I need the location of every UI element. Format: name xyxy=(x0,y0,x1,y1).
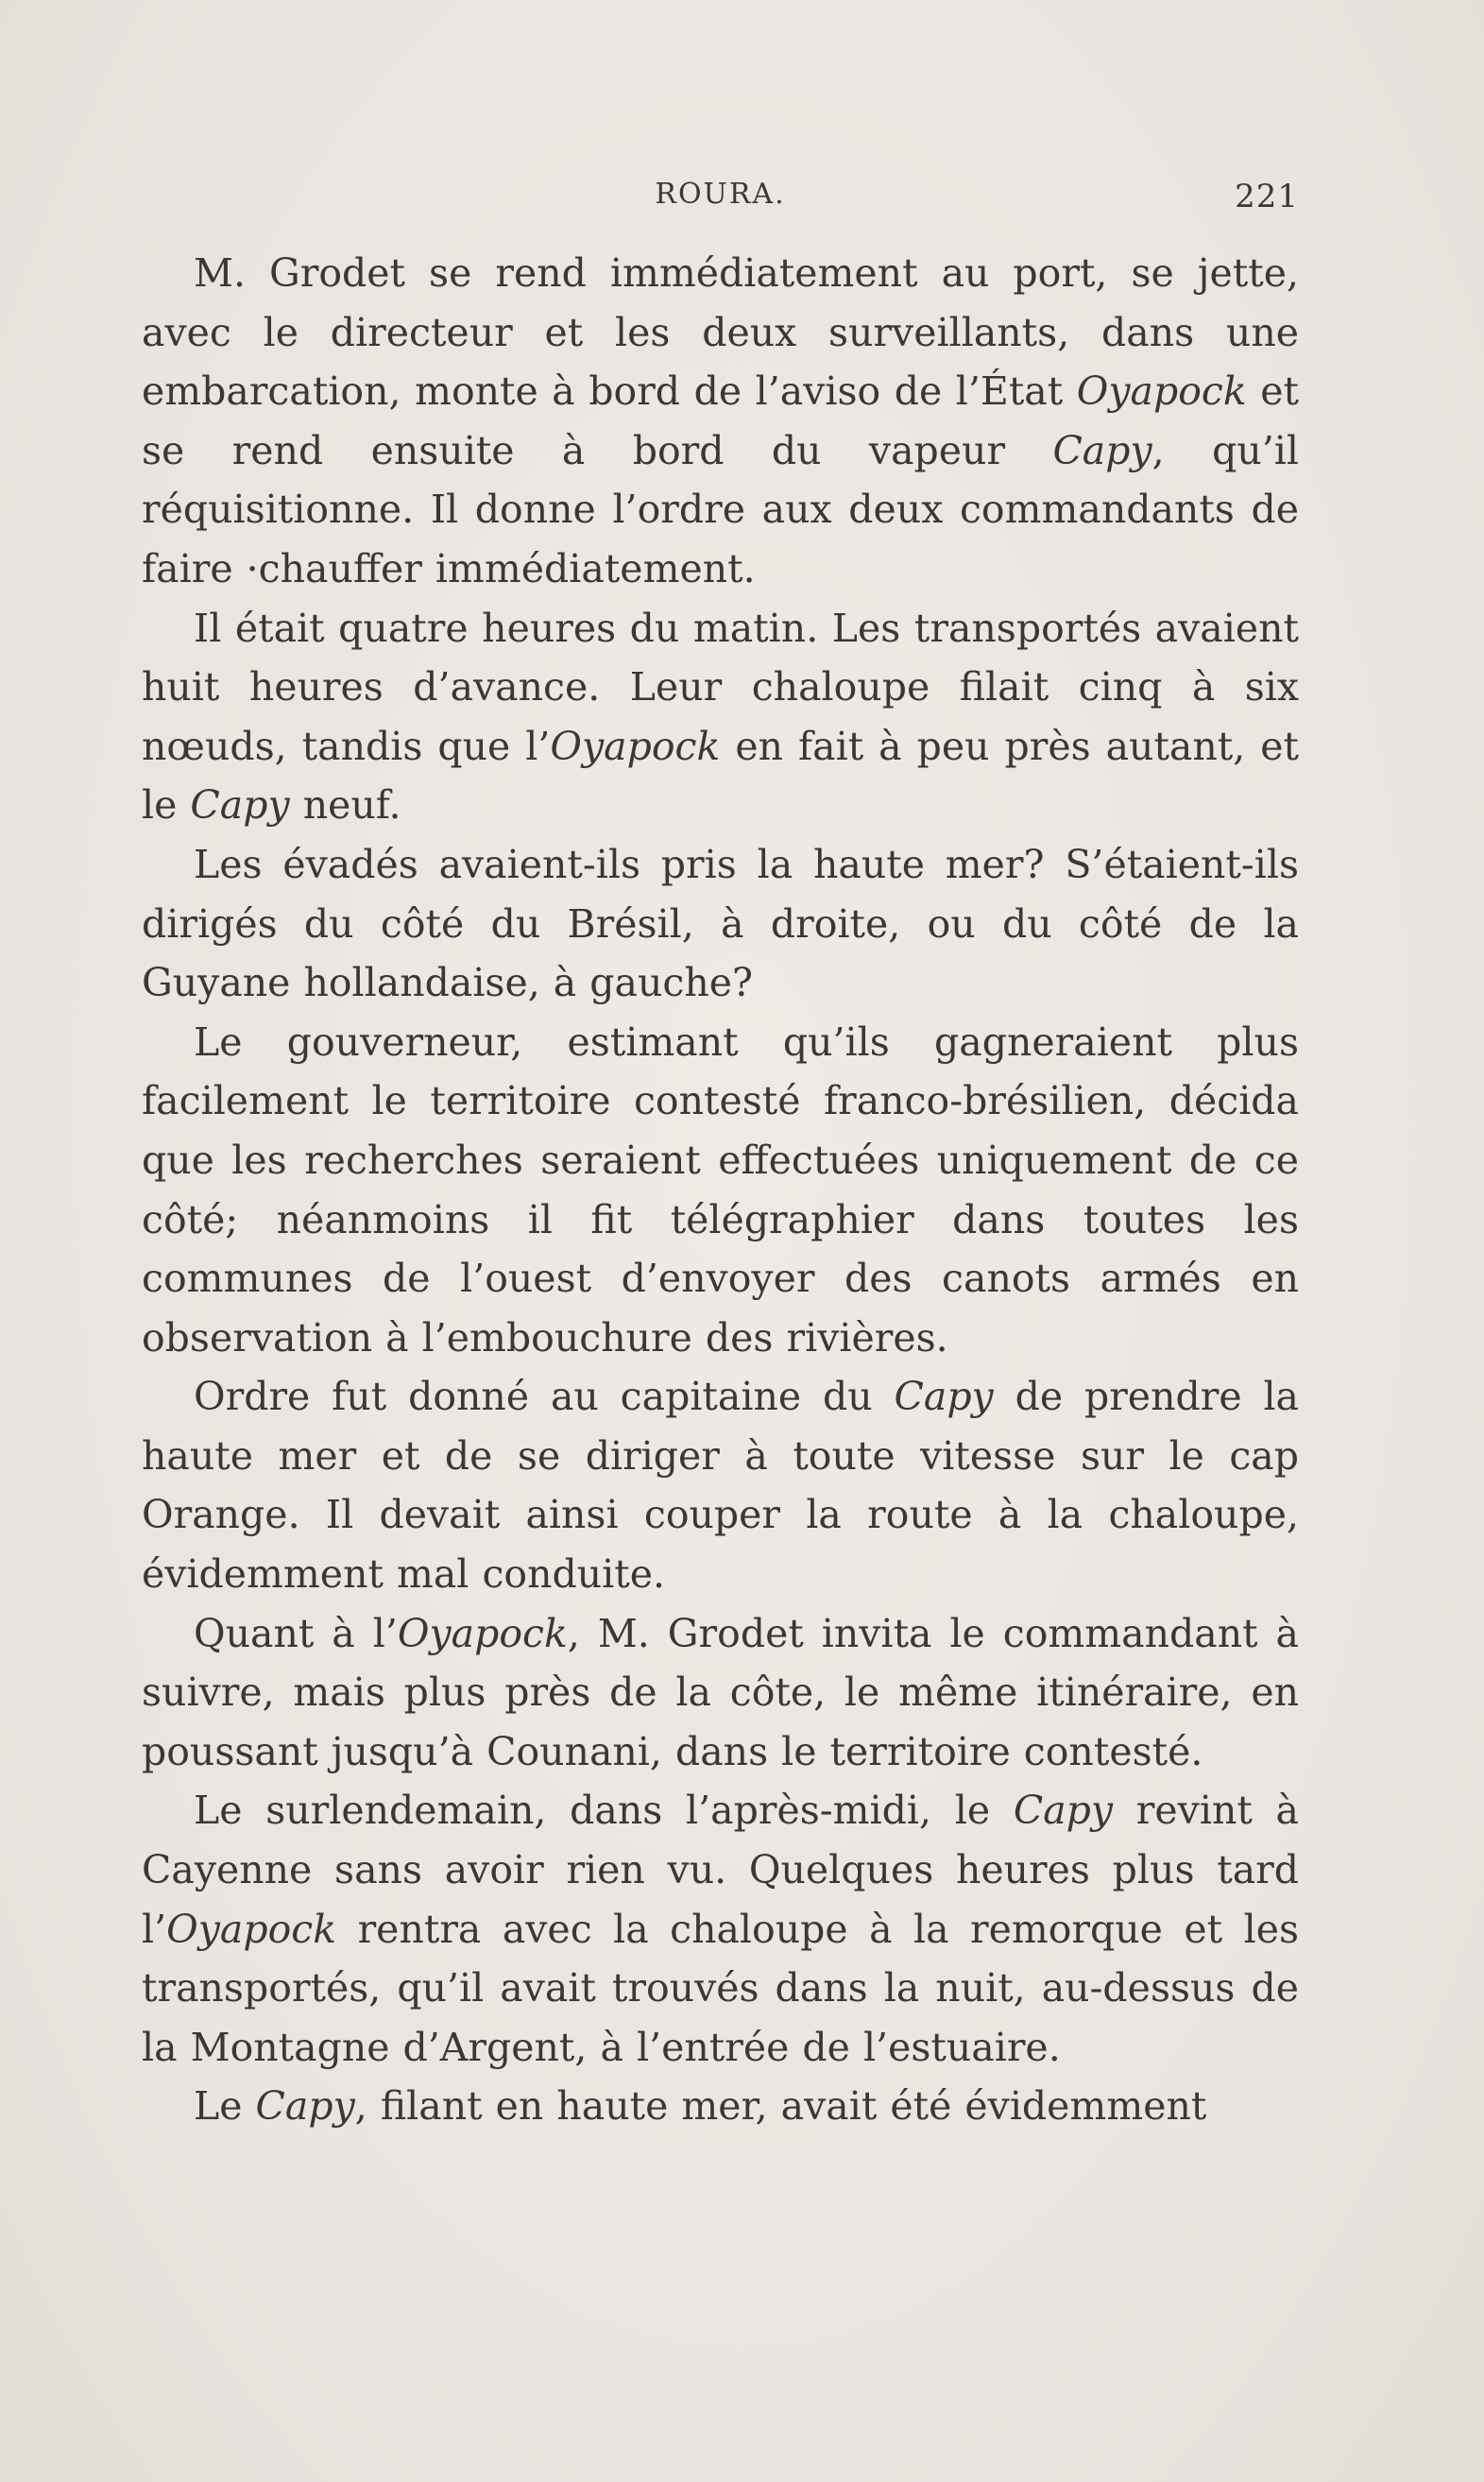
text-run: M. Grodet se rend immédiatement au port, se jette, avec le directeur et les deux surveillants, dans une embarcation, monte à bord de l’aviso de l’État xyxy=(142,250,1299,415)
paragraph xyxy=(142,2077,1299,2136)
text-run: neuf. xyxy=(289,782,401,829)
text-run: Le gouverneur, estimant qu’ils gagneraient plus facilement le territoire contesté franco-brésilien, décida que les recherches seraient effectuées uniquement de ce côté; néanmoins il fit télégraphier dans toutes les communes de l’ouest d’envoyer des canots armés en observation à l’embouchure des rivières. xyxy=(142,1018,1299,1361)
text-run: en fait à peu près autant, et le xyxy=(142,723,1299,829)
italic-ship-name: Capy xyxy=(190,782,290,829)
running-title: ROURA. xyxy=(655,178,786,211)
text-run: Le surlendemain, dans l’après-midi, le xyxy=(194,1788,1014,1834)
text-run: de prendre la haute mer et de se diriger à toute vitesse sur le cap Orange. Il devait ainsi couper la route à la chaloupe, évidemment mal conduite. xyxy=(142,1374,1299,1598)
paragraph xyxy=(142,1367,1299,1603)
text-run: Quant à l’ xyxy=(194,1610,398,1656)
text-run: Le xyxy=(194,2083,256,2130)
paragraph xyxy=(142,835,1299,1013)
text-run: , filant en haute mer, avait été évidemment xyxy=(354,2083,1207,2130)
text-run: Les évadés avaient-ils pris la haute mer? S’étaient-ils dirigés du côté du Brésil, à droite, ou du côté de la Guyane hollandaise, à gauche? xyxy=(142,841,1299,1006)
paragraph xyxy=(142,599,1299,835)
text-run: , M. Grodet invita le commandant à suivre, mais plus près de la côte, le même itinéraire, en poussant jusqu’à Counani, dans le territoire contesté. xyxy=(142,1610,1300,1774)
running-head xyxy=(142,178,1299,215)
page-number: 221 xyxy=(1235,178,1299,215)
italic-ship-name: Oyapock xyxy=(397,1610,568,1656)
text-run: rentra avec la chaloupe à la remorque et les transportés, qu’il avait trouvés dans la nuit, au-dessus de la Montagne d’Argent, à l’entrée de l’estuaire. xyxy=(142,1906,1299,2070)
paragraph xyxy=(142,1013,1299,1368)
text-run: Il était quatre heures du matin. Les transportés avaient huit heures d’avance. Leur chaloupe filait cinq à six nœuds, tandis que l’ xyxy=(142,605,1299,769)
text-run: revint à Cayenne sans avoir rien vu. Quelques heures plus tard l’ xyxy=(142,1788,1300,1952)
paragraph xyxy=(142,244,1299,599)
italic-ship-name: Capy xyxy=(1052,427,1152,473)
italic-ship-name: Oyapock xyxy=(166,1906,337,1952)
italic-ship-name: Capy xyxy=(1013,1788,1114,1834)
text-run: , qu’il réquisitionne. Il donne l’ordre aux deux commandants de faire ·chauffer immédiatement. xyxy=(142,427,1299,591)
italic-ship-name: Capy xyxy=(894,1374,994,1420)
italic-ship-name: Oyapock xyxy=(550,723,721,769)
body-text xyxy=(142,244,1299,2136)
italic-ship-name: Oyapock xyxy=(1076,368,1247,415)
text-run: Ordre fut donné au capitaine du xyxy=(194,1374,895,1420)
text-run: et se rend ensuite à bord du vapeur xyxy=(142,368,1299,473)
paragraph xyxy=(142,1604,1299,1782)
paragraph xyxy=(142,1781,1299,2077)
italic-ship-name: Capy xyxy=(255,2083,355,2130)
